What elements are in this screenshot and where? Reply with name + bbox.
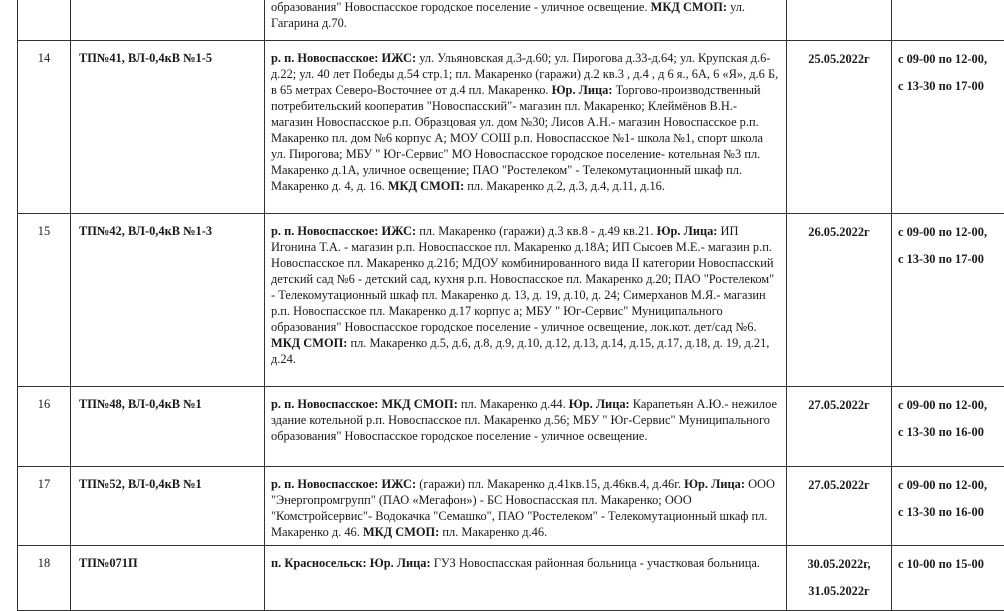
outage-time-range: с 09-00 по 12-00,: [898, 397, 1004, 413]
outage-time-range: с 13-30 по 17-00: [898, 78, 1004, 94]
row-number: 17: [18, 467, 71, 546]
consumer-category-label: Юр. Лица:: [657, 224, 718, 238]
consumer-text: ул. Гагарина д.70.: [271, 0, 745, 30]
consumer-text: Торгово-производственный потребительский кооператив "Новоспасский"- магазин пл. Макаренко; Клеймёнов В.Н.- магазин Новоспасское р.п. Образцовая ул. дом №30; Лисов А.Н.- магазин Новоспасское р.п. Макаренко пл. дом №6 корпус А; МОУ СОШ р.п. Новоспасское №1- школа №1, спорт школа ул. Пирогова; МБУ " Юг-Сервис" МО Новоспасское городское поселение- котельная №3 пл. Макаренко д.1А, уличное освещение; ПАО "Ростелеком" - Телекомутационный шкаф пл. Макаренко д. 4, д. 16.: [271, 83, 763, 193]
outage-time-range: с 09-00 по 12-00,: [898, 224, 1004, 240]
object-cell: [71, 0, 265, 41]
time-cell: [892, 0, 1004, 41]
object-cell: ТП№48, ВЛ-0,4кВ №1: [71, 387, 265, 467]
date-cell: [787, 41, 892, 214]
consumer-category-label: Юр. Лица:: [569, 397, 630, 411]
consumer-text: Карапетьян А.Ю.- нежилое здание котельной р.п. Новоспасское пл. Макаренко д.56; МБУ " Юг-Сервис" Муниципального образования" Новоспасское городское поселение - уличное освещение.: [271, 397, 777, 443]
consumer-category-label: р. п. Новоспасское: МКД СМОП:: [271, 397, 458, 411]
consumer-category-label: МКД СМОП:: [388, 179, 464, 193]
outage-date: 31.05.2022г: [787, 583, 891, 599]
table-row: [18, 546, 1004, 611]
table-row: [18, 387, 1004, 467]
consumer-category-label: п. Красносельск: Юр. Лица:: [271, 556, 431, 570]
object-cell: ТП№42, ВЛ-0,4кВ №1-3: [71, 214, 265, 387]
outage-date: 27.05.2022г: [787, 397, 891, 413]
time-cell: [892, 546, 1004, 611]
outage-time-range: с 13-30 по 16-00: [898, 424, 1004, 440]
row-number: [18, 0, 71, 41]
table-row: [18, 0, 1004, 41]
row-number: 15: [18, 214, 71, 387]
consumer-text: ГУЗ Новоспасская районная больница - участковая больница.: [431, 556, 760, 570]
consumer-text: пл. Макаренко (гаражи) д.3 кв.8 - д.49 кв.21.: [416, 224, 656, 238]
outage-schedule-table: [17, 0, 1004, 611]
outage-time-range: с 13-30 по 16-00: [898, 504, 1004, 520]
consumer-text: ИП Игонина Т.А. - магазин р.п. Новоспасское пл. Макаренко д.18А; ИП Сысоев М.Е.- магазин р.п. Новоспасское пл. Макаренко д.21б; МДОУ комбинированного вида II категории Новоспасский детский сад №6 - детский сад, кухня р.п. Новоспасское пл. Макаренко д.20; ПАО "Ростелеком" - Телекомутационный шкаф пл. Макаренко д. 13, д. 19, д.10, д. 24; Симерханов М.Я.- магазин р.п. Новоспасское пл. Макаренко д.17 корпус а; МБУ " Юг-Сервис" Муниципального образования" Новоспасское городское поселение - уличное освещение, лок.кот. дет/сад №6.: [271, 224, 774, 334]
consumer-text: (гаражи) пл. Макаренко д.41кв.15, д.46кв.4, д.46г.: [416, 477, 684, 491]
consumers-cell: [265, 41, 787, 214]
date-cell: [787, 214, 892, 387]
consumer-text: ООО "Энергопромгрупп" (ПАО «Мегафон») - БС Новоспасская пл. Макаренко; ООО "Комстройсервис"- Водокачка "Семашко", ПАО "Ростелеком" - Телекомутационный шкаф пл. Макаренко д. 46.: [271, 477, 775, 539]
consumer-text: пл. Макаренко д.46.: [439, 525, 547, 539]
consumer-category-label: МКД СМОП:: [271, 336, 347, 350]
consumer-text: ул. Ульяновская д.3-д.60; ул. Пирогова д.33-д.64; ул. Крупская д.6-д.22; ул. 40 лет Победы д.54 стр.1; пл. Макаренко (гаражи) д.2 кв.3 , д.4 , д 6 я., 6А, 6 «Я», д.6 Б, в 65 метрах Северо-Восточнее от д.4 пл. Макаренко.: [271, 51, 778, 97]
consumers-cell: [265, 387, 787, 467]
outage-time-range: с 09-00 по 12-00,: [898, 51, 1004, 67]
table-row: [18, 41, 1004, 214]
consumer-category-label: МКД СМОП:: [651, 0, 727, 14]
table-body: [18, 0, 1004, 611]
outage-time-range: с 10-00 по 15-00: [898, 556, 1004, 572]
object-cell: ТП№52, ВЛ-0,4кВ №1: [71, 467, 265, 546]
row-number: 14: [18, 41, 71, 214]
consumer-text: пл. Макаренко д.5, д.6, д.8, д.9, д.10, д.12, д.13, д.14, д.15, д.17, д.18, д. 19, д.21, д.24.: [271, 336, 769, 366]
consumers-cell: [265, 214, 787, 387]
time-cell: [892, 214, 1004, 387]
object-cell: ТП№071П: [71, 546, 265, 611]
time-cell: [892, 467, 1004, 546]
consumer-category-label: р. п. Новоспасское: ИЖС:: [271, 224, 416, 238]
date-cell: [787, 467, 892, 546]
consumer-category-label: Юр. Лица:: [684, 477, 745, 491]
outage-time-range: с 13-30 по 17-00: [898, 251, 1004, 267]
outage-date: 30.05.2022г,: [787, 556, 891, 572]
consumer-category-label: р. п. Новоспасское: ИЖС:: [271, 477, 416, 491]
outage-date: 27.05.2022г: [787, 477, 891, 493]
consumer-text: образования" Новоспасское городское поселение - уличное освещение.: [271, 0, 651, 14]
date-cell: [787, 387, 892, 467]
consumer-category-label: Юр. Лица:: [552, 83, 613, 97]
time-cell: [892, 41, 1004, 214]
date-cell: [787, 546, 892, 611]
row-number: 16: [18, 387, 71, 467]
object-cell: ТП№41, ВЛ-0,4кВ №1-5: [71, 41, 265, 214]
date-cell: [787, 0, 892, 41]
consumers-cell: [265, 546, 787, 611]
consumer-text: пл. Макаренко д.44.: [458, 397, 569, 411]
outage-date: 26.05.2022г: [787, 224, 891, 240]
consumers-cell: [265, 0, 787, 41]
consumer-category-label: р. п. Новоспасское: ИЖС:: [271, 51, 416, 65]
consumer-text: пл. Макаренко д.2, д.3, д.4, д.11, д.16.: [464, 179, 665, 193]
table-row: [18, 214, 1004, 387]
time-cell: [892, 387, 1004, 467]
consumer-category-label: МКД СМОП:: [363, 525, 439, 539]
row-number: 18: [18, 546, 71, 611]
outage-date: 25.05.2022г: [787, 51, 891, 67]
consumers-cell: [265, 467, 787, 546]
table-row: [18, 467, 1004, 546]
outage-time-range: с 09-00 по 12-00,: [898, 477, 1004, 493]
